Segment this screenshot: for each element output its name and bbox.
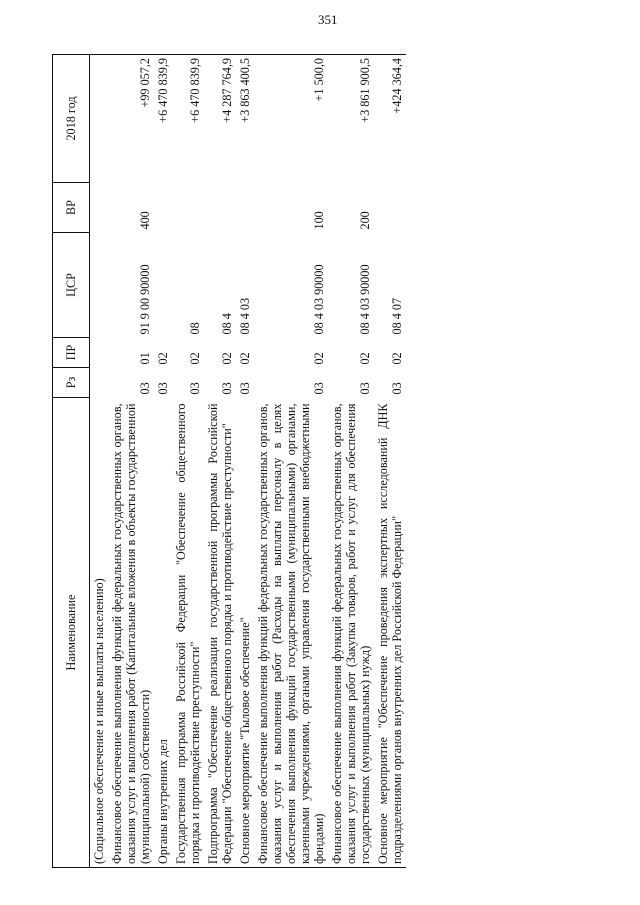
cell-csr: 08 4 03 [238, 297, 252, 335]
table-row [172, 55, 204, 868]
table-row [154, 55, 172, 868]
cell-amount: +4 287 764,9 [204, 55, 236, 183]
rotated-table-page [52, 55, 582, 868]
cell-csr: 08 [188, 322, 202, 335]
cell-amount: +6 470 839,9 [172, 55, 204, 183]
cell-amount [90, 55, 109, 183]
header-vr: ВР [53, 183, 90, 233]
cell-amount: +6 470 839,9 [154, 55, 172, 183]
cell-amount: +424 364,4 [374, 55, 406, 183]
cell-pr: 02 [312, 352, 326, 365]
cell-vr [154, 183, 172, 233]
table-body [90, 55, 407, 868]
cell-rz: 03 [358, 382, 372, 395]
cell-csr: 91 9 00 90000 [138, 264, 152, 335]
cell-vr [236, 183, 254, 233]
cell-name: Финансовое обеспечение выполнения функций федеральных государственных органов, оказания услуг и выполнения работ (Капитальные вложения в объекты государственной (муниципальной) собственности) [108, 398, 154, 868]
budget-table [52, 54, 406, 868]
cell-name: Основное мероприятие "Обеспечение проведения экспертных исследований ДНК подразделениями органов внутренних дел Российской Федерации" [374, 398, 406, 868]
cell-pr: 02 [220, 352, 234, 365]
cell-name: Финансовое обеспечение выполнения функций федеральных государственных органов, оказания услуг и выполнения работ (Расходы на выплаты персоналу в целях обеспечения выполнения функций государственными (муниципальными) органами, казенными учреждениями, органами управления государственными внебюджетными фондами) [254, 398, 328, 868]
table-row [236, 55, 254, 868]
cell-rz: 03 [238, 382, 252, 395]
cell-pr: 02 [390, 352, 404, 365]
cell-amount: +99 057,2 [108, 55, 154, 183]
cell-pr: 02 [156, 352, 170, 365]
cell-csr: 08 4 [220, 313, 234, 335]
table-header-row [53, 55, 90, 868]
cell-vr: 400 [138, 211, 152, 230]
cell-amount: +1 500,0 [254, 55, 328, 183]
cell-csr [90, 233, 109, 338]
cell-rz: 03 [390, 382, 404, 395]
header-year: 2018 год [53, 55, 90, 183]
table-row [254, 55, 328, 868]
cell-rz: 03 [156, 382, 170, 395]
cell-name: Основное мероприятие "Тыловое обеспечение" [236, 398, 254, 868]
cell-amount: +3 863 400,5 [236, 55, 254, 183]
header-pr: ПР [53, 338, 90, 368]
header-name: Наименование [53, 398, 90, 868]
cell-vr [204, 183, 236, 233]
cell-vr: 100 [312, 211, 326, 230]
table-row [374, 55, 406, 868]
header-rz: Рз [53, 368, 90, 398]
table-row [328, 55, 374, 868]
cell-vr [374, 183, 406, 233]
table-row [204, 55, 236, 868]
cell-rz: 03 [188, 382, 202, 395]
cell-rz: 03 [312, 382, 326, 395]
cell-csr: 08 4 03 90000 [312, 264, 326, 335]
cell-name: Государственная программа Российской Федерации "Обеспечение общественного порядка и противодействие преступности" [172, 398, 204, 868]
page-number: 351 [318, 12, 338, 27]
cell-csr: 08 4 07 [390, 297, 404, 335]
cell-rz: 03 [220, 382, 234, 395]
cell-name: (Социальное обеспечение и иные выплаты населению) [90, 398, 109, 868]
cell-pr: 02 [358, 352, 372, 365]
cell-pr [90, 338, 109, 368]
cell-name: Финансовое обеспечение выполнения функций федеральных государственных органов, оказания услуг и выполнения работ (Закупка товаров, работ и услуг для обеспечения государственных (муниципальных) нужд) [328, 398, 374, 868]
cell-vr: 200 [358, 211, 372, 230]
cell-csr [154, 233, 172, 338]
cell-vr [90, 183, 109, 233]
cell-vr [172, 183, 204, 233]
cell-name: Подпрограмма "Обеспечение реализации государственной программы Российской Федерации "Обеспечение общественного порядка и противодействие преступности" [204, 398, 236, 868]
cell-name: Органы внутренних дел [154, 398, 172, 868]
cell-csr: 08 4 03 90000 [358, 264, 372, 335]
table-row [90, 55, 109, 868]
cell-amount: +3 861 900,5 [328, 55, 374, 183]
cell-rz: 03 [138, 382, 152, 395]
cell-rz [90, 368, 109, 398]
cell-pr: 02 [238, 352, 252, 365]
header-csr: ЦСР [53, 233, 90, 338]
table-row [108, 55, 154, 868]
cell-pr: 01 [138, 352, 152, 365]
cell-pr: 02 [188, 352, 202, 365]
